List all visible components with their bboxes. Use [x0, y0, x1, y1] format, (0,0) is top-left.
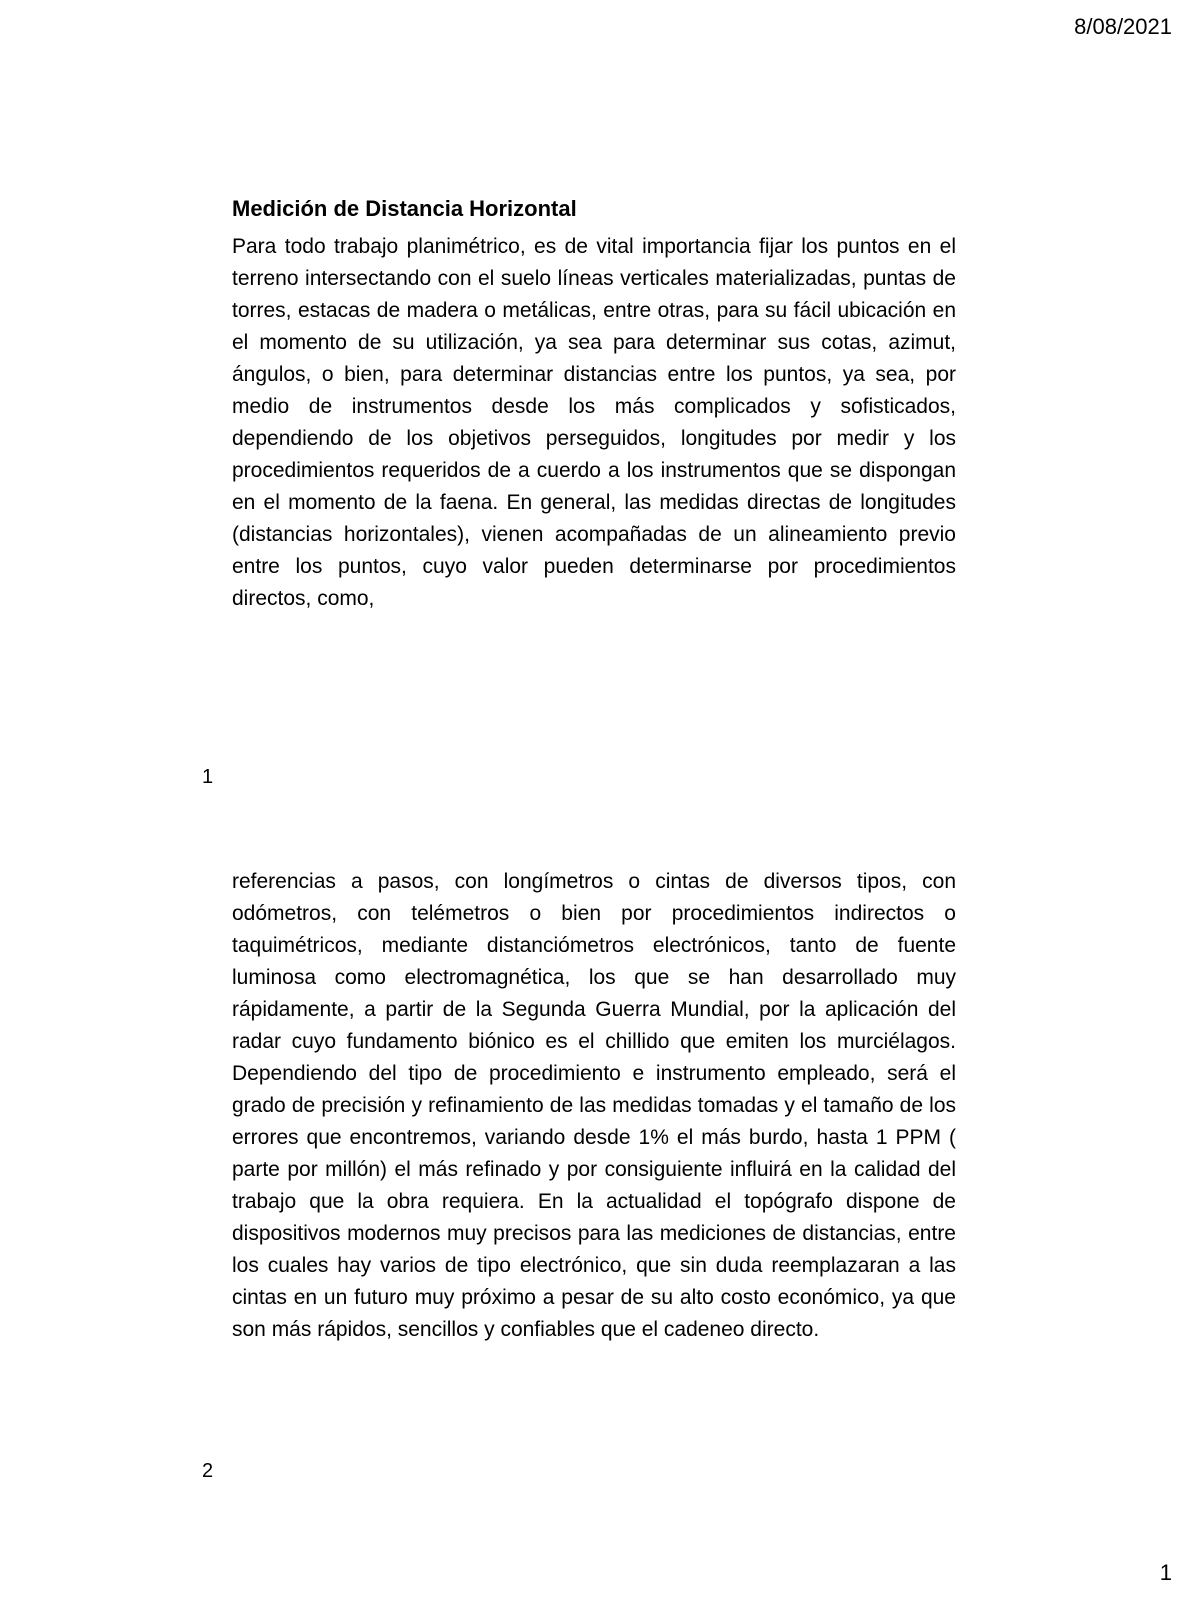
- slide-body-text: Para todo trabajo planimétrico, es de vital importancia fijar los puntos en el terreno intersectando con el suelo líneas verticales materializadas, puntas de torres, estacas de madera o metálicas, entre otras, para su fácil ubicación en el momento de su utilización, ya sea para determinar sus cotas, azimut, ángulos, o bien, para determinar distancias entre los puntos, ya sea, por medio de instrumentos desde los más complicados y sofisticados, dependiendo de los objetivos perseguidos, longitudes por medir y los procedimientos requeridos de a cuerdo a los instrumentos que se dispongan en el momento de la faena. En general, las medidas directas de longitudes (distancias horizontales), vienen acompañadas de un alineamiento previo entre los puntos, cuyo valor pueden determinarse por procedimientos directos, como,: [232, 235, 956, 610]
- slide-1: [232, 193, 956, 615]
- page-date: 8/08/2021: [1074, 14, 1172, 39]
- slide-2: [232, 866, 956, 1346]
- slide-title: Medición de Distancia Horizontal: [232, 196, 577, 221]
- slide-number: 2: [202, 1460, 214, 1482]
- slide-body-text: referencias a pasos, con longímetros o cintas de diversos tipos, con odómetros, con telémetros o bien por procedimientos indirectos o taquimétricos, mediante distanciómetros electrónicos, tanto de fuente luminosa como electromagnética, los que se han desarrollado muy rápidamente, a partir de la Segunda Guerra Mundial, por la aplicación del radar cuyo fundamento biónico es el chillido que emiten los murciélagos. Dependiendo del tipo de procedimiento e instrumento empleado, será el grado de precisión y refinamiento de las medidas tomadas y el tamaño de los errores que encontremos, variando desde 1% el más burdo, hasta 1 PPM ( parte por millón) el más refinado y por consiguiente influirá en la calidad del trabajo que la obra requiera. En la actualidad el topógrafo dispone de dispositivos modernos muy precisos para las mediciones de distancias, entre los cuales hay varios de tipo electrónico, que sin duda reemplazaran a las cintas en un futuro muy próximo a pesar de su alto costo económico, ya que son más rápidos, sencillos y confiables que el cadeneo directo.: [232, 870, 956, 1341]
- page-number: 1: [1159, 1560, 1172, 1585]
- slide-number: 1: [202, 766, 214, 788]
